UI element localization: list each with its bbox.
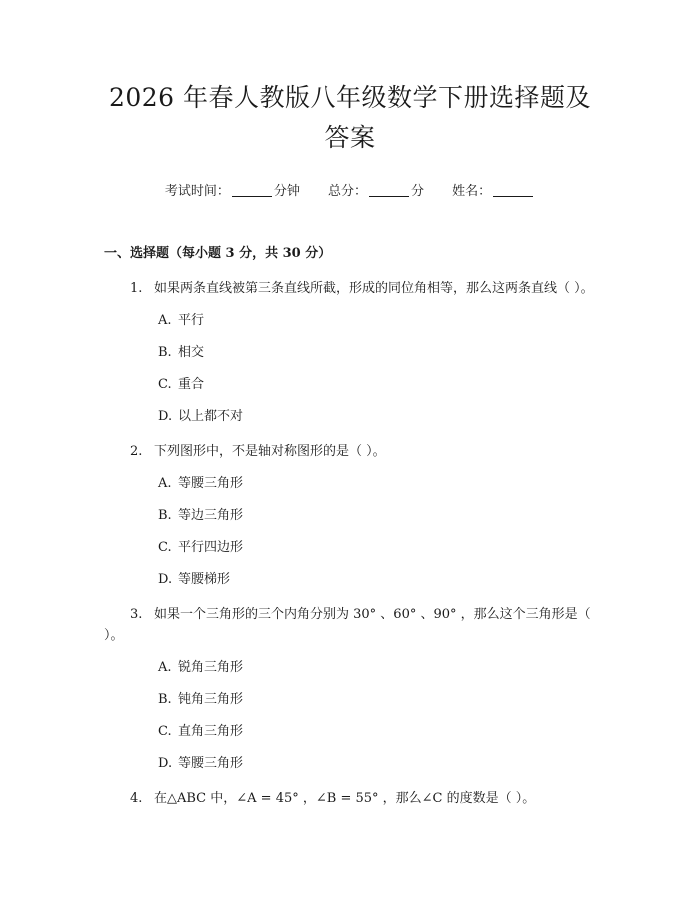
answer-option: [104, 538, 596, 558]
answer-option: [104, 754, 596, 774]
option-text: 等腰三角形: [178, 476, 244, 491]
total-score-unit: 分: [411, 184, 425, 199]
option-letter: A.: [158, 660, 172, 675]
answer-option: [104, 474, 596, 494]
option-text: 重合: [178, 377, 205, 392]
option-text: 钝角三角形: [178, 692, 244, 707]
answer-option: [104, 343, 596, 363]
exam-info-line: [104, 182, 596, 202]
total-score-label: 总分：: [327, 184, 367, 199]
option-text: 直角三角形: [178, 724, 244, 739]
section-heading: 一、选择题（每小题 3 分，共 30 分）: [104, 246, 332, 261]
total-score-blank: [369, 183, 409, 197]
question-stem: [104, 441, 596, 462]
option-text: 以上都不对: [178, 409, 244, 424]
option-text: 等腰梯形: [178, 572, 231, 587]
answer-option: [104, 311, 596, 331]
question-text: 如果两条直线被第三条直线所截，形成的同位角相等，那么这两条直线（ ）。: [154, 281, 594, 296]
document-title: 2026 年春人教版八年级数学下册选择题及答案: [108, 83, 592, 152]
option-letter: C.: [158, 724, 172, 739]
option-list: [104, 474, 596, 590]
option-list: [104, 658, 596, 774]
option-text: 平行四边形: [178, 540, 244, 555]
question-number: 1.: [130, 281, 143, 296]
question-text: 下列图形中，不是轴对称图形的是（ ）。: [154, 444, 386, 459]
option-text: 等边三角形: [178, 508, 244, 523]
answer-option: [104, 506, 596, 526]
option-letter: C.: [158, 377, 172, 392]
option-letter: B.: [158, 345, 172, 360]
answer-option: [104, 407, 596, 427]
option-letter: B.: [158, 508, 172, 523]
question-4: [104, 788, 596, 809]
question-list: [104, 278, 596, 809]
option-letter: A.: [158, 476, 172, 491]
question-2: [104, 441, 596, 590]
option-letter: C.: [158, 540, 172, 555]
option-letter: B.: [158, 692, 172, 707]
option-letter: A.: [158, 313, 172, 328]
answer-option: [104, 375, 596, 395]
student-name-blank: [493, 183, 533, 197]
exam-time-field: [165, 182, 300, 202]
option-letter: D.: [158, 756, 173, 771]
option-text: 相交: [178, 345, 205, 360]
answer-option: [104, 570, 596, 590]
question-number: 4.: [130, 791, 143, 806]
option-list: [104, 311, 596, 427]
exam-time-label: 考试时间：: [164, 184, 230, 199]
student-name-field: [452, 182, 535, 202]
option-letter: D.: [158, 409, 173, 424]
option-text: 平行: [178, 313, 205, 328]
question-text: 在△ABC 中，∠A = 45° ，∠B = 55° ，那么∠C 的度数是（ ）。: [154, 791, 536, 806]
option-text: 等腰三角形: [178, 756, 244, 771]
exam-time-unit: 分钟: [273, 184, 300, 199]
answer-option: [104, 690, 596, 710]
total-score-field: [328, 182, 424, 202]
answer-option: [104, 658, 596, 678]
student-name-label: 姓名：: [452, 184, 492, 199]
question-number: 3.: [130, 607, 143, 622]
question-number: 2.: [130, 444, 143, 459]
question-stem: [104, 278, 596, 299]
option-text: 锐角三角形: [178, 660, 244, 675]
question-text: 如果一个三角形的三个内角分别为 30° 、60° 、90° ，那么这个三角形是（ ）。: [104, 607, 591, 643]
question-stem: [104, 604, 596, 646]
question-3: [104, 604, 596, 774]
question-1: [104, 278, 596, 427]
question-stem: [104, 788, 596, 809]
answer-option: [104, 722, 596, 742]
exam-time-blank: [232, 183, 272, 197]
option-letter: D.: [158, 572, 173, 587]
